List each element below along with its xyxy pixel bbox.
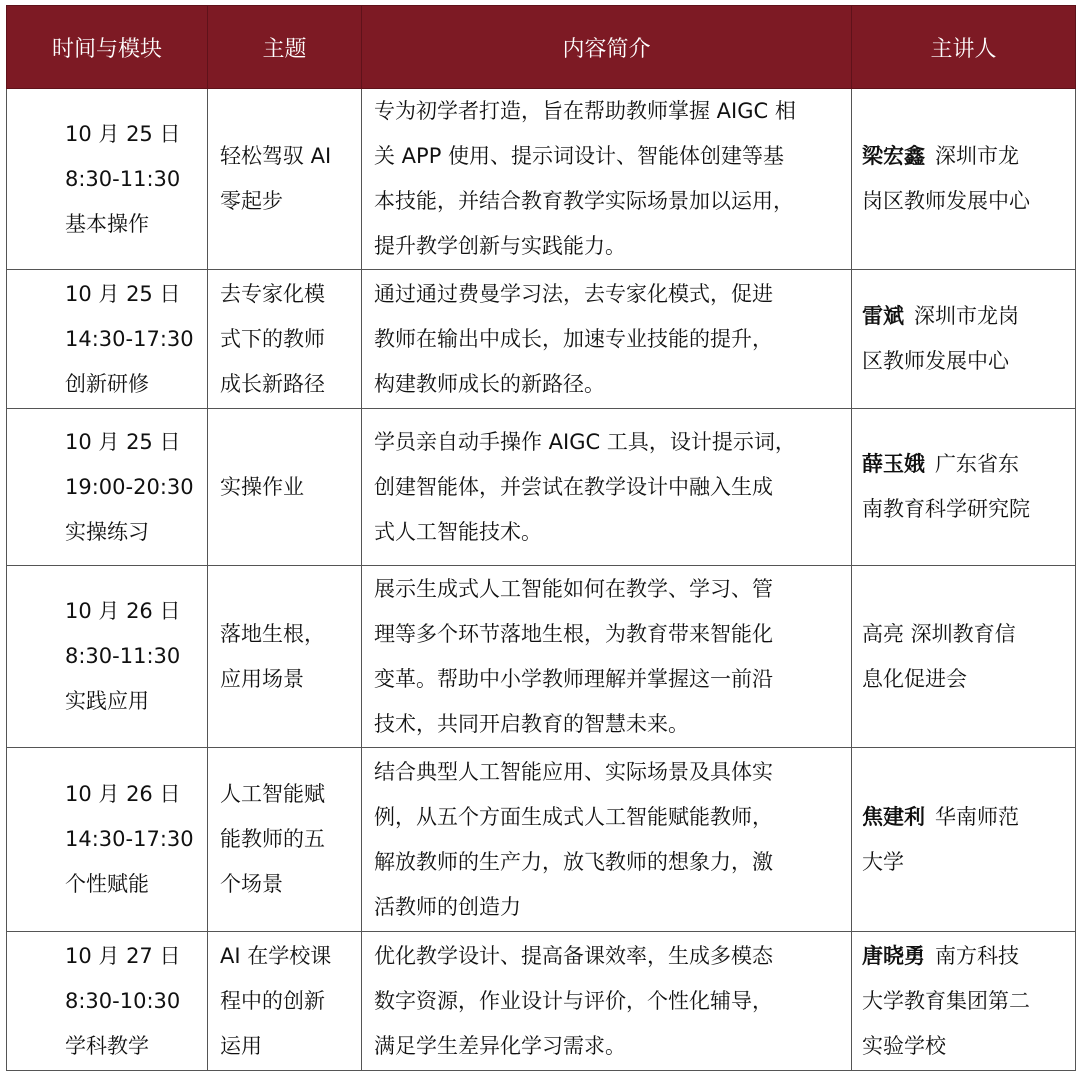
topic-cell-line: 应用场景 bbox=[220, 666, 304, 691]
speaker-name: 雷斌 bbox=[862, 304, 904, 328]
time-module-cell-line: 实操练习 bbox=[65, 519, 149, 544]
speaker-line bbox=[862, 339, 1067, 384]
topic-cell-line: 去专家化模 bbox=[220, 281, 325, 306]
time-module-cell-line: 10 月 27 日 bbox=[65, 943, 181, 968]
speaker-line bbox=[862, 179, 1067, 224]
table-row bbox=[7, 270, 1076, 409]
speaker-affiliation: 华南师范 bbox=[935, 804, 1019, 829]
content-summary-cell bbox=[362, 409, 852, 566]
topic-cell-line: 式下的教师 bbox=[220, 326, 325, 351]
topic-cell bbox=[208, 270, 362, 409]
time-module-cell bbox=[7, 748, 208, 932]
content-summary-cell-line: 本技能，并结合教育教学实际场景加以运用， bbox=[374, 189, 794, 213]
content-summary-cell-line: 技术，共同开启教育的智慧未来。 bbox=[374, 711, 689, 736]
speaker-affiliation: 南教育科学研究院 bbox=[862, 497, 1030, 521]
time-module-cell-line: 10 月 25 日 bbox=[65, 121, 181, 146]
speaker-line bbox=[862, 612, 1067, 657]
speaker-affiliation: 大学教育集团第二 bbox=[862, 988, 1030, 1013]
content-summary-cell-line: 学员亲自动手操作 AIGC 工具，设计提示词， bbox=[374, 429, 796, 454]
table-row bbox=[7, 566, 1076, 748]
speaker-line bbox=[862, 294, 1067, 339]
time-module-cell-line: 19:00-20:30 bbox=[65, 474, 194, 499]
speaker-affiliation: 广东省东 bbox=[935, 452, 1019, 476]
speaker-name: 焦建利 bbox=[862, 804, 925, 829]
time-module-cell-line: 学科教学 bbox=[65, 1033, 149, 1058]
time-module-cell-line: 8:30-10:30 bbox=[65, 988, 181, 1013]
speaker-affiliation: 高亮 深圳教育信 bbox=[862, 621, 1016, 646]
topic-cell-line: 能教师的五 bbox=[220, 827, 325, 851]
content-summary-cell-line: 关 APP 使用、提示词设计、智能体创建等基 bbox=[374, 144, 785, 168]
speaker-affiliation: 南方科技 bbox=[935, 943, 1019, 968]
time-module-cell-line: 个性赋能 bbox=[65, 872, 149, 896]
table-row bbox=[7, 89, 1076, 270]
speaker-cell bbox=[852, 566, 1076, 748]
table-row bbox=[7, 932, 1076, 1071]
speaker-line bbox=[862, 657, 1067, 702]
topic-cell bbox=[208, 748, 362, 932]
content-summary-cell-line: 优化教学设计、提高备课效率，生成多模态 bbox=[374, 943, 773, 968]
content-summary-cell-line: 式人工智能技术。 bbox=[374, 519, 542, 544]
schedule-table bbox=[6, 5, 1076, 1071]
topic-cell-line: 成长新路径 bbox=[220, 371, 325, 396]
topic-cell-line: 轻松驾驭 AI bbox=[220, 144, 332, 168]
speaker-line bbox=[862, 1024, 1067, 1069]
topic-cell-line: AI 在学校课 bbox=[220, 943, 332, 968]
content-summary-cell-line: 数字资源，作业设计与评价，个性化辅导， bbox=[374, 988, 773, 1013]
header-row bbox=[7, 6, 1076, 89]
topic-cell-line: 落地生根， bbox=[220, 621, 325, 646]
content-summary-cell bbox=[362, 932, 852, 1071]
time-module-cell bbox=[7, 270, 208, 409]
content-summary-cell-line: 提升教学创新与实践能力。 bbox=[374, 234, 626, 258]
speaker-cell bbox=[852, 932, 1076, 1071]
topic-cell-line: 个场景 bbox=[220, 872, 283, 896]
content-summary-cell-line: 结合典型人工智能应用、实际场景及具体实 bbox=[374, 759, 773, 784]
time-module-cell-line: 10 月 25 日 bbox=[65, 281, 181, 306]
speaker-name: 梁宏鑫 bbox=[862, 144, 925, 168]
content-summary-cell-line: 解放教师的生产力，放飞教师的想象力，激 bbox=[374, 849, 773, 874]
header-topic: 主题 bbox=[208, 6, 362, 89]
time-module-cell bbox=[7, 89, 208, 270]
speaker-affiliation: 深圳市龙岗 bbox=[914, 304, 1019, 328]
content-summary-cell-line: 理等多个环节落地生根，为教育带来智能化 bbox=[374, 621, 773, 646]
table-row bbox=[7, 409, 1076, 566]
time-module-cell-line: 8:30-11:30 bbox=[65, 644, 181, 668]
content-summary-cell-line: 构建教师成长的新路径。 bbox=[374, 371, 605, 396]
topic-cell-line: 人工智能赋 bbox=[220, 782, 325, 806]
speaker-cell bbox=[852, 270, 1076, 409]
speaker-cell bbox=[852, 409, 1076, 566]
topic-cell bbox=[208, 932, 362, 1071]
header-speaker: 主讲人 bbox=[852, 6, 1076, 89]
speaker-cell bbox=[852, 748, 1076, 932]
content-summary-cell-line: 满足学生差异化学习需求。 bbox=[374, 1033, 626, 1058]
topic-cell-line: 实操作业 bbox=[220, 474, 304, 499]
content-summary-cell bbox=[362, 89, 852, 270]
content-summary-cell-line: 例，从五个方面生成式人工智能赋能教师， bbox=[374, 804, 773, 829]
speaker-affiliation: 区教师发展中心 bbox=[862, 349, 1009, 373]
topic-cell-line: 程中的创新 bbox=[220, 988, 325, 1013]
time-module-cell bbox=[7, 566, 208, 748]
topic-cell bbox=[208, 566, 362, 748]
speaker-name: 唐晓勇 bbox=[862, 943, 925, 968]
speaker-affiliation: 大学 bbox=[862, 849, 904, 874]
speaker-line bbox=[862, 934, 1067, 979]
time-module-cell-line: 实践应用 bbox=[65, 689, 149, 713]
speaker-affiliation: 岗区教师发展中心 bbox=[862, 189, 1030, 213]
speaker-affiliation: 深圳市龙 bbox=[935, 144, 1019, 168]
content-summary-cell-line: 变革。帮助中小学教师理解并掌握这一前沿 bbox=[374, 666, 773, 691]
time-module-cell-line: 10 月 25 日 bbox=[65, 429, 181, 454]
time-module-cell-line: 14:30-17:30 bbox=[65, 326, 194, 351]
speaker-line bbox=[862, 979, 1067, 1024]
time-module-cell-line: 14:30-17:30 bbox=[65, 827, 194, 851]
header-content-summary: 内容简介 bbox=[362, 6, 852, 89]
topic-cell-line: 运用 bbox=[220, 1033, 262, 1058]
time-module-cell bbox=[7, 932, 208, 1071]
table-row bbox=[7, 748, 1076, 932]
topic-cell bbox=[208, 89, 362, 270]
content-summary-cell-line: 活教师的创造力 bbox=[374, 894, 521, 919]
speaker-line bbox=[862, 795, 1067, 840]
content-summary-cell bbox=[362, 566, 852, 748]
content-summary-cell-line: 通过通过费曼学习法，去专家化模式，促进 bbox=[374, 281, 773, 306]
time-module-cell bbox=[7, 409, 208, 566]
content-summary-cell-line: 专为初学者打造，旨在帮助教师掌握 AIGC 相 bbox=[374, 99, 796, 123]
content-summary-cell-line: 创建智能体，并尝试在教学设计中融入生成 bbox=[374, 474, 773, 499]
time-module-cell-line: 8:30-11:30 bbox=[65, 166, 181, 191]
speaker-line bbox=[862, 840, 1067, 885]
content-summary-cell-line: 教师在输出中成长，加速专业技能的提升， bbox=[374, 326, 773, 351]
speaker-line bbox=[862, 134, 1067, 179]
time-module-cell-line: 基本操作 bbox=[65, 211, 149, 236]
content-summary-cell bbox=[362, 270, 852, 409]
speaker-name: 薛玉娥 bbox=[862, 452, 925, 476]
speaker-line bbox=[862, 442, 1067, 487]
content-summary-cell bbox=[362, 748, 852, 932]
time-module-cell-line: 创新研修 bbox=[65, 371, 149, 396]
time-module-cell-line: 10 月 26 日 bbox=[65, 599, 181, 623]
header-time-module: 时间与模块 bbox=[7, 6, 208, 89]
speaker-affiliation: 息化促进会 bbox=[862, 666, 967, 691]
speaker-cell bbox=[852, 89, 1076, 270]
time-module-cell-line: 10 月 26 日 bbox=[65, 782, 181, 806]
content-summary-cell-line: 展示生成式人工智能如何在教学、学习、管 bbox=[374, 576, 773, 601]
topic-cell bbox=[208, 409, 362, 566]
speaker-affiliation: 实验学校 bbox=[862, 1033, 946, 1058]
speaker-line bbox=[862, 487, 1067, 532]
topic-cell-line: 零起步 bbox=[220, 189, 283, 213]
